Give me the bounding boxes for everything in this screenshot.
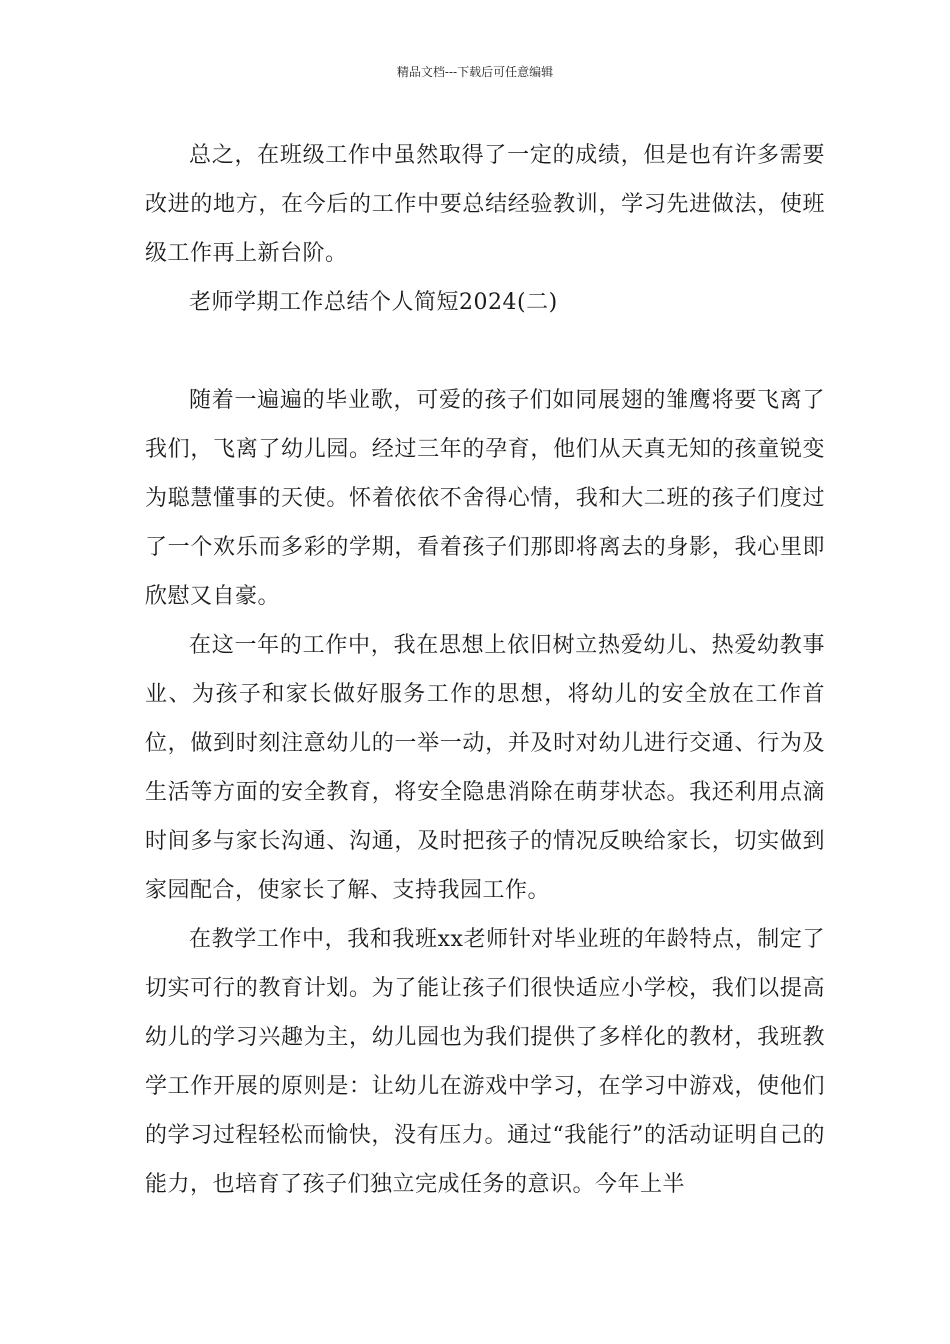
paragraph-teaching: 在教学工作中，我和我班xx老师针对毕业班的年龄特点，制定了切实可行的教育计划。为了能让孩子们很快适应小学校，我们以提高幼儿的学习兴趣为主，幼儿园也为我们提供了多样化的教材，我班教学工作开展的原则是：让幼儿在游戏中学习，在学习中游戏，使他们的学习过程轻松而愉快，没有压力。通过“我能行”的活动证明自己的能力，也培育了孩子们独立完成任务的意识。今年上半 [145, 927, 825, 1197]
section-title: 老师学期工作总结个人简短2024(二) [189, 290, 558, 315]
paragraph-summary: 总之，在班级工作中虽然取得了一定的成绩，但是也有许多需要改进的地方，在今后的工作中要总结经验教训，学习先进做法，使班级工作再上新台阶。 [145, 143, 825, 266]
paragraph-graduation: 随着一遍遍的毕业歌，可爱的孩子们如同展翅的雏鹰将要飞离了我们，飞离了幼儿园。经过三年的孕育，他们从天真无知的孩童锐变为聪慧懂事的天使。怀着依依不舍得心情，我和大二班的孩子们度过了一个欢乐而多彩的学期，看着孩子们那即将离去的身影，我心里即欣慰又自豪。 [145, 388, 825, 609]
paragraph-work: 在这一年的工作中，我在思想上依旧树立热爱幼儿、热爱幼教事业、为孩子和家长做好服务工作的思想，将幼儿的安全放在工作首位，做到时刻注意幼儿的一举一动，并及时对幼儿进行交通、行为及生活等方面的安全教育，将安全隐患消除在萌芽状态。我还利用点滴时间多与家长沟通、沟通，及时把孩子的情况反映给家长，切实做到家园配合，使家长了解、支持我园工作。 [145, 633, 825, 903]
page-header: 精品文档---下载后可任意编辑 [396, 65, 554, 79]
document-body [145, 131, 825, 1209]
blank-line [145, 327, 825, 376]
